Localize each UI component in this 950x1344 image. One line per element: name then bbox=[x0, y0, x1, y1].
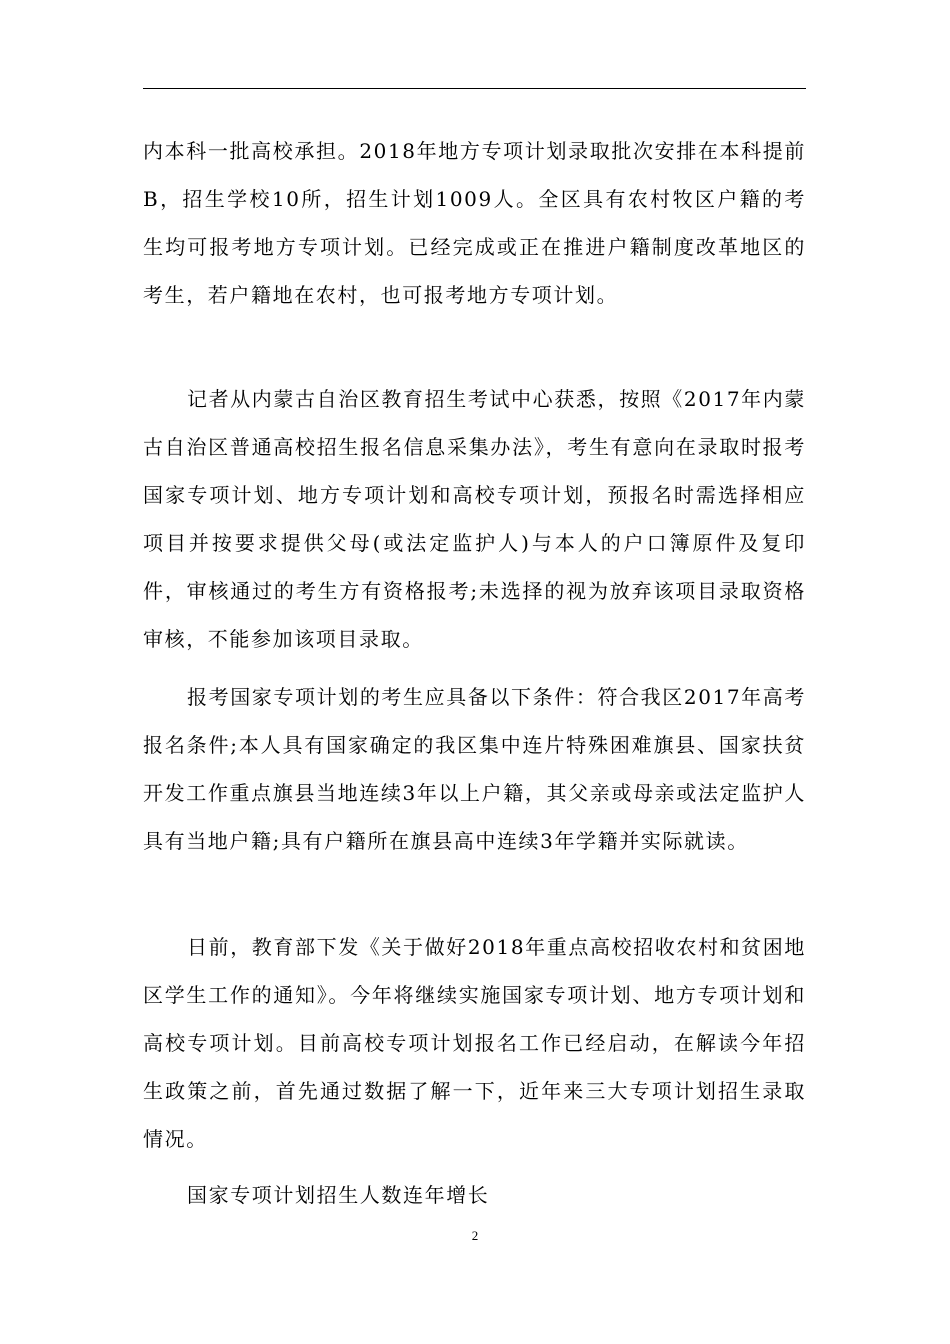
page-number: 2 bbox=[471, 1228, 479, 1243]
header-rule bbox=[143, 88, 806, 89]
paragraph-conditions: 报考国家专项计划的考生应具备以下条件：符合我区2017年高考报名条件;本人具有国家确定的我区集中连片特殊困难旗县、国家扶贫开发工作重点旗县当地连续3年以上户籍，其父亲或母亲或法定监护人具有当地户籍;具有户籍所在旗县高中连续3年学籍并实际就读。 bbox=[143, 685, 806, 853]
paragraph-notice: 日前，教育部下发《关于做好2018年重点高校招收农村和贫困地区学生工作的通知》。今年将继续实施国家专项计划、地方专项计划和高校专项计划。目前高校专项计划报名工作已经启动，在解读今年招生政策之前，首先通过数据了解一下，近年来三大专项计划招生录取情况。 bbox=[143, 935, 806, 1151]
paragraph-registration: 记者从内蒙古自治区教育招生考试中心获悉，按照《2017年内蒙古自治区普通高校招生报名信息采集办法》，考生有意向在录取时报考国家专项计划、地方专项计划和高校专项计划，预报名时需选择相应项目并按要求提供父母(或法定监护人)与本人的户口簿原件及复印件，审核通过的考生方有资格报考;未选择的视为放弃该项目录取资格审核，不能参加该项目录取。 bbox=[143, 387, 806, 651]
section-heading: 国家专项计划招生人数连年增长 bbox=[187, 1183, 490, 1207]
paragraph-continued: 内本科一批高校承担。2018年地方专项计划录取批次安排在本科提前B，招生学校10所，招生计划1009人。全区具有农村牧区户籍的考生均可报考地方专项计划。已经完成或正在推进户籍制度改革地区的考生，若户籍地在农村，也可报考地方专项计划。 bbox=[143, 139, 806, 307]
